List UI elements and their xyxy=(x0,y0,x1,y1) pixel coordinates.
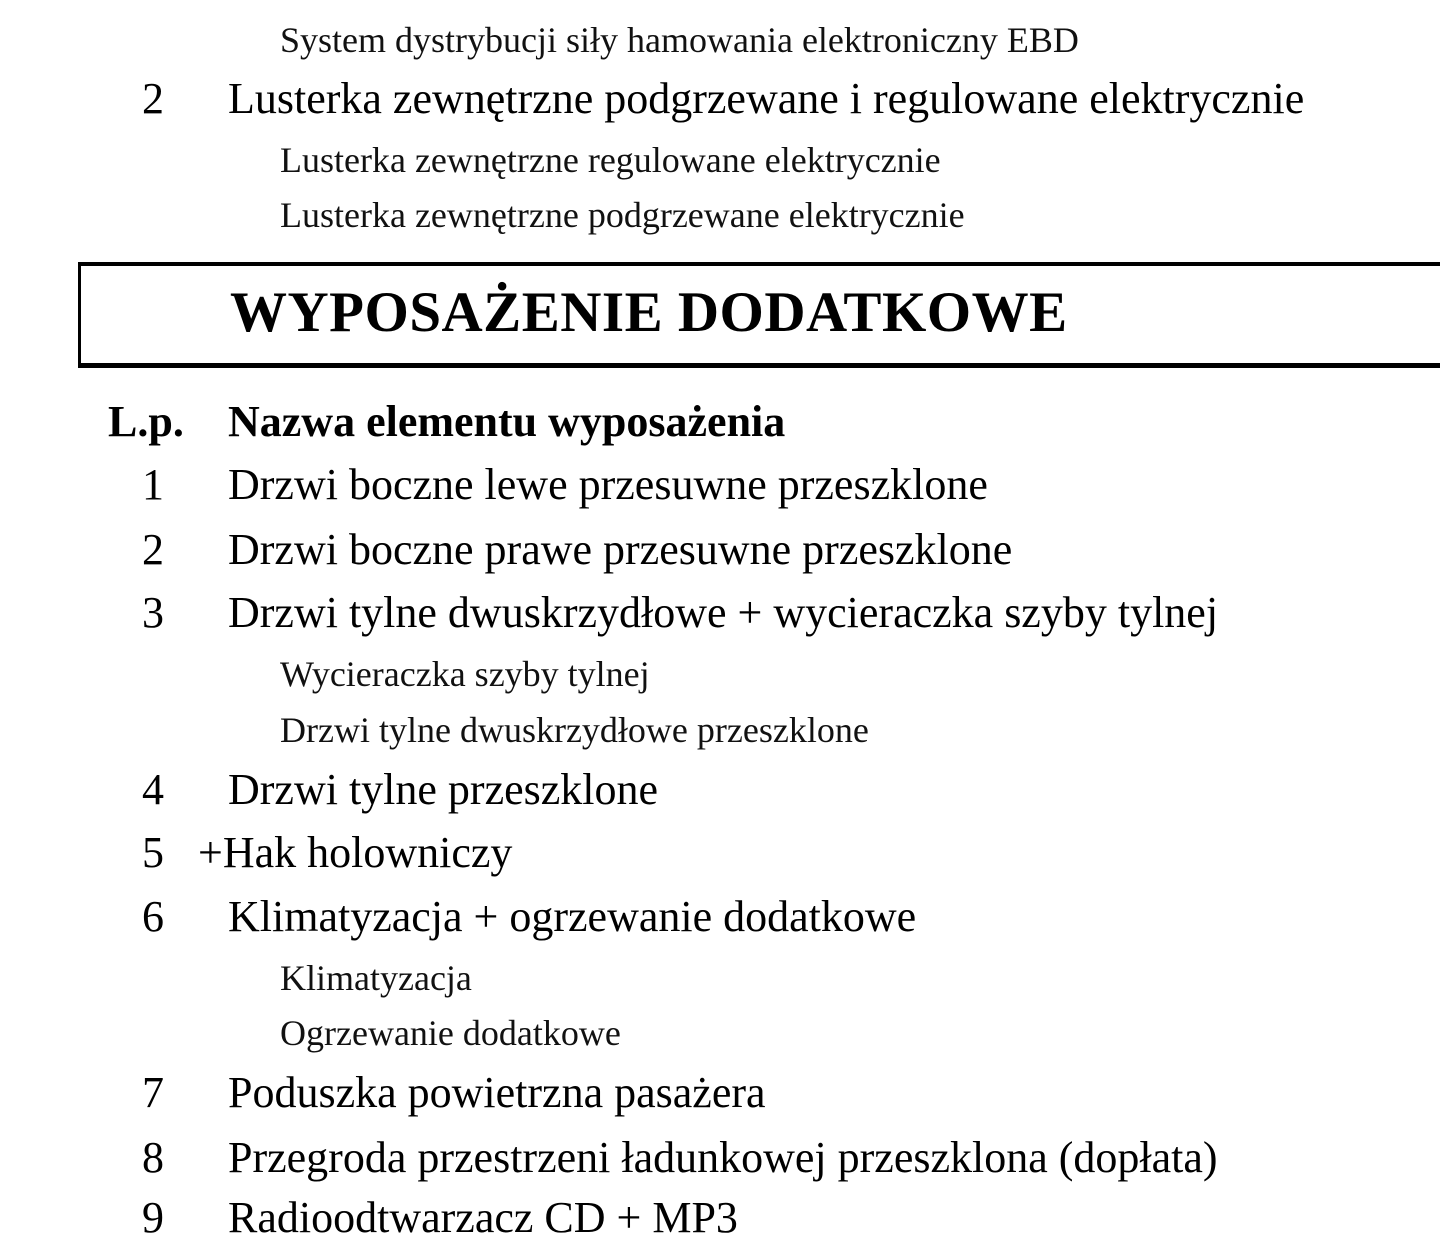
item-number: 8 xyxy=(142,1133,164,1182)
item-number: 2 xyxy=(142,525,164,574)
item-label: Drzwi tylne dwuskrzydłowe + wycieraczka szyby tylnej xyxy=(228,588,1219,637)
item-number: 7 xyxy=(142,1068,164,1117)
sub-item-mirrors-adjust: Lusterka zewnętrzne regulowane elektrycznie xyxy=(280,140,941,180)
item-number: 4 xyxy=(142,765,164,814)
item-number: 3 xyxy=(142,588,164,637)
item-label: Poduszka powietrzna pasażera xyxy=(228,1068,766,1117)
item-label: Drzwi tylne przeszklone xyxy=(228,765,659,814)
section-title: WYPOSAŻENIE DODATKOWE xyxy=(230,281,1068,344)
sub-item: Drzwi tylne dwuskrzydłowe przeszklone xyxy=(280,710,869,750)
item-number: 1 xyxy=(142,460,164,509)
sub-item-ebd: System dystrybucji siły hamowania elektroniczny EBD xyxy=(280,20,1079,60)
item-number: 6 xyxy=(142,892,164,941)
item-number: 9 xyxy=(142,1193,164,1242)
column-header-name: Nazwa elementu wyposażenia xyxy=(228,397,786,446)
item-number: 2 xyxy=(142,74,164,123)
item-label-mirrors: Lusterka zewnętrzne podgrzewane i regulowane elektrycznie xyxy=(228,74,1305,123)
item-number: 5 xyxy=(142,828,164,877)
column-header-lp: L.p. xyxy=(108,397,184,446)
sub-item: Wycieraczka szyby tylnej xyxy=(280,654,650,694)
sub-item: Klimatyzacja xyxy=(280,958,472,998)
item-label: Przegroda przestrzeni ładunkowej przeszklona (dopłata) xyxy=(228,1133,1218,1182)
item-label: Drzwi boczne prawe przesuwne przeszklone xyxy=(228,525,1013,574)
item-label: Drzwi boczne lewe przesuwne przeszklone xyxy=(228,460,988,509)
item-label: Klimatyzacja + ogrzewanie dodatkowe xyxy=(228,892,917,941)
item-label: +Hak holowniczy xyxy=(198,828,513,877)
item-label: Radioodtwarzacz CD + MP3 xyxy=(228,1193,738,1242)
sub-item-mirrors-heated: Lusterka zewnętrzne podgrzewane elektrycznie xyxy=(280,195,965,235)
sub-item: Ogrzewanie dodatkowe xyxy=(280,1013,621,1053)
